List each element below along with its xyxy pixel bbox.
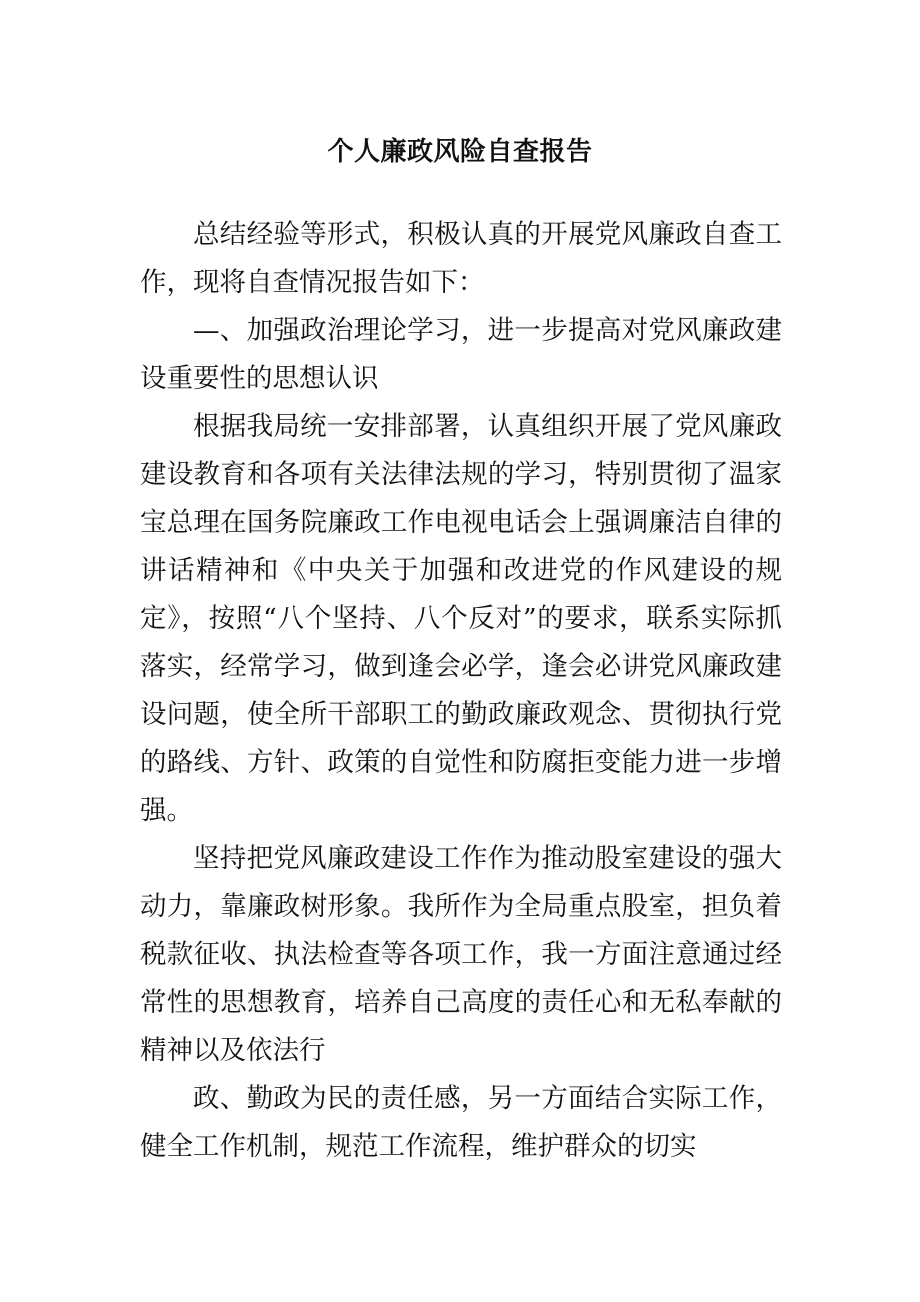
document-body [140, 211, 782, 1171]
paragraph-responsibility: 政、勤政为民的责任感，另一方面结合实际工作，健全工作机制，规范工作流程，维护群众的切实 [140, 1083, 782, 1162]
paragraph-section-heading: —、加强政治理论学习，进一步提高对党风廉政建设重要性的思想认识 [140, 315, 782, 394]
paragraph-study-arrangement: 根据我局统一安排部署，认真组织开展了党风廉政建设教育和各项有关法律法规的学习，特别贯彻了温家宝总理在国务院廉政工作电视电话会上强调廉洁自律的讲话精神和《中央关于加强和改进党的作风建设的规定》，按照“八个坚持、八个反对”的要求，联系实际抓落实，经常学习，做到逢会必学，逢会必讲党风廉政建设问题，使全所干部职工的勤政廉政观念、贯彻执行党的路线、方针、政策的自觉性和防腐拒变能力进一步增强。 [140, 411, 782, 826]
paragraph-integrity-work: 坚持把党风廉政建设工作作为推动股室建设的强大动力，靠廉政树形象。我所作为全局重点股室，担负着税款征收、执法检查等各项工作，我一方面注意通过经常性的思想教育，培养自己高度的责任心和无私奉献的精神以及依法行 [140, 843, 782, 1066]
paragraph-intro: 总结经验等形式，积极认真的开展党风廉政自查工作，现将自查情况报告如下： [140, 219, 782, 298]
document-title: 个人廉政风险自查报告 [327, 137, 593, 168]
